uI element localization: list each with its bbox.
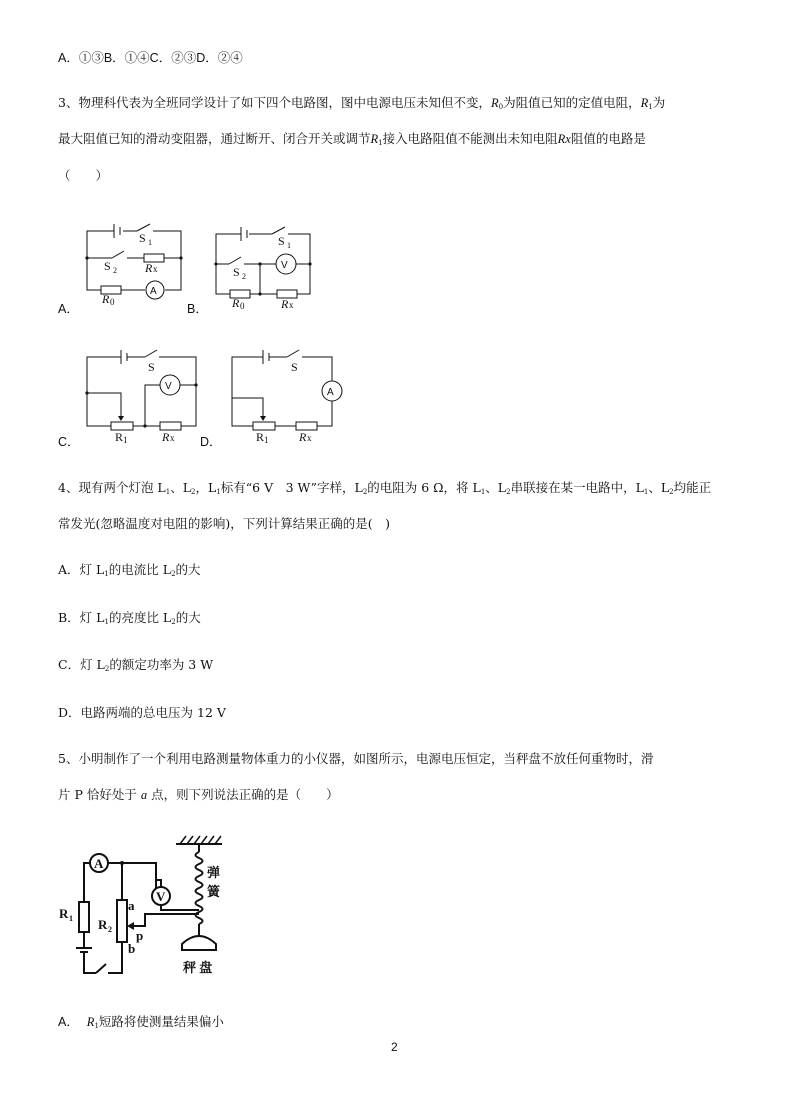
- q3-option-c: C．: [58, 435, 80, 449]
- svg-text:1: 1: [264, 435, 269, 445]
- q5-option-a: A． $R_1$短路将使测量结果偏小: [58, 1014, 224, 1030]
- ammeter-d-label: A: [327, 387, 334, 398]
- q3-option-d: D．: [200, 435, 222, 449]
- point-a-label: a: [128, 898, 135, 913]
- svg-text:1: 1: [69, 914, 73, 923]
- q3-c-s-label: S: [148, 360, 155, 374]
- circuit-b: [216, 227, 310, 298]
- q3-a-s1-label: S: [139, 231, 146, 245]
- q2-options: A．①③B．①④C．②③D．②④: [58, 51, 243, 65]
- q3-option-b: B．: [187, 302, 208, 316]
- q3-d-rx-label: R: [299, 430, 307, 444]
- svg-text:2: 2: [113, 266, 117, 275]
- pan-label: 秤 盘: [183, 960, 213, 975]
- q3-line2: 最大阻值已知的滑动变阻器，通过断开、闭合开关或调节$R_1$接入电路阻值不能测出未知电阻Rx阻值的电路是: [58, 131, 646, 147]
- q5-line2: 片 P 恰好处于 a 点，则下列说法正确的是（ ）: [58, 787, 339, 802]
- svg-text:1: 1: [148, 238, 152, 247]
- svg-text:2: 2: [108, 925, 112, 934]
- q3-c-r1-label: R: [115, 430, 124, 444]
- q4-option-a: A．灯 $L_1$的电流比 $L_2$的大: [58, 562, 201, 578]
- svg-text:x: x: [307, 433, 312, 443]
- spring-label-1: 弹: [207, 865, 221, 880]
- slider-p-label: p: [136, 928, 144, 943]
- q3-b-rx-label: R: [281, 297, 289, 311]
- q3-b-s1-label: S: [278, 234, 285, 248]
- q4-option-d: D．电路两端的总电压为 12 V: [58, 705, 226, 720]
- ammeter-label: A: [94, 856, 104, 871]
- q5-line1: 5、小明制作了一个利用电路测量物体重力的小仪器，如图所示，电源电压恒定，当秤盘不放任何重物时，滑: [58, 751, 654, 766]
- svg-text:2: 2: [242, 272, 246, 281]
- scale-circuit-figure: [0, 830, 260, 990]
- svg-text:0: 0: [240, 301, 245, 311]
- r1-label: R: [59, 906, 69, 921]
- svg-text:1: 1: [123, 435, 128, 445]
- q3-circuits: [0, 0, 790, 460]
- q4-line1: 4、现有两个灯泡 $L_1$、$L_2$，$L_1$标有“6 V 3 W”字样，$L_2$的电阻为 6 Ω，将 $L_1$、$L_2$串联接在某一电路中，$L_1$、$L_2$均能正: [58, 480, 712, 496]
- circuit-c: [87, 350, 196, 430]
- q3-b-r0-label: R: [232, 296, 240, 310]
- r2-label: R: [98, 917, 108, 932]
- svg-text:x: x: [153, 264, 158, 274]
- ammeter-a-label: A: [150, 286, 157, 297]
- q3-paren: （ ）: [58, 168, 109, 183]
- voltmeter-b-label: V: [281, 260, 288, 271]
- spring-label-2: 簧: [207, 884, 221, 899]
- q3-a-s2-label: S: [104, 259, 111, 273]
- q3-d-r1-label: R: [256, 430, 265, 444]
- page-number: 2: [391, 1040, 398, 1054]
- q3-a-r0-label: R: [102, 292, 110, 306]
- voltmeter-label: V: [156, 889, 166, 904]
- q3-a-rx-label: R: [145, 261, 153, 275]
- q4-option-b: B．灯 $L_1$的亮度比 $L_2$的大: [58, 610, 201, 626]
- q4-line2: 常发光(忽略温度对电阻的影响)，下列计算结果正确的是( ): [58, 516, 391, 531]
- circuit-d: [232, 350, 342, 430]
- q4-option-c: C．灯 $L_2$的额定功率为 3 W: [58, 657, 214, 673]
- q3-option-a: A．: [58, 302, 79, 316]
- q3-b-s2-label: S: [233, 265, 240, 279]
- svg-text:1: 1: [287, 241, 291, 250]
- q3-c-rx-label: R: [162, 430, 170, 444]
- voltmeter-c-label: V: [165, 381, 172, 392]
- point-b-label: b: [128, 941, 136, 956]
- svg-text:0: 0: [110, 297, 115, 307]
- svg-text:x: x: [170, 433, 175, 443]
- svg-text:x: x: [289, 300, 294, 310]
- circuit-a: [87, 224, 181, 299]
- q3-line1: 3、物理科代表为全班同学设计了如下四个电路图，图中电源电压未知但不变，$R_0$为阻值已知的定值电阻，$R_1$为: [58, 95, 666, 111]
- q3-d-s-label: S: [291, 360, 298, 374]
